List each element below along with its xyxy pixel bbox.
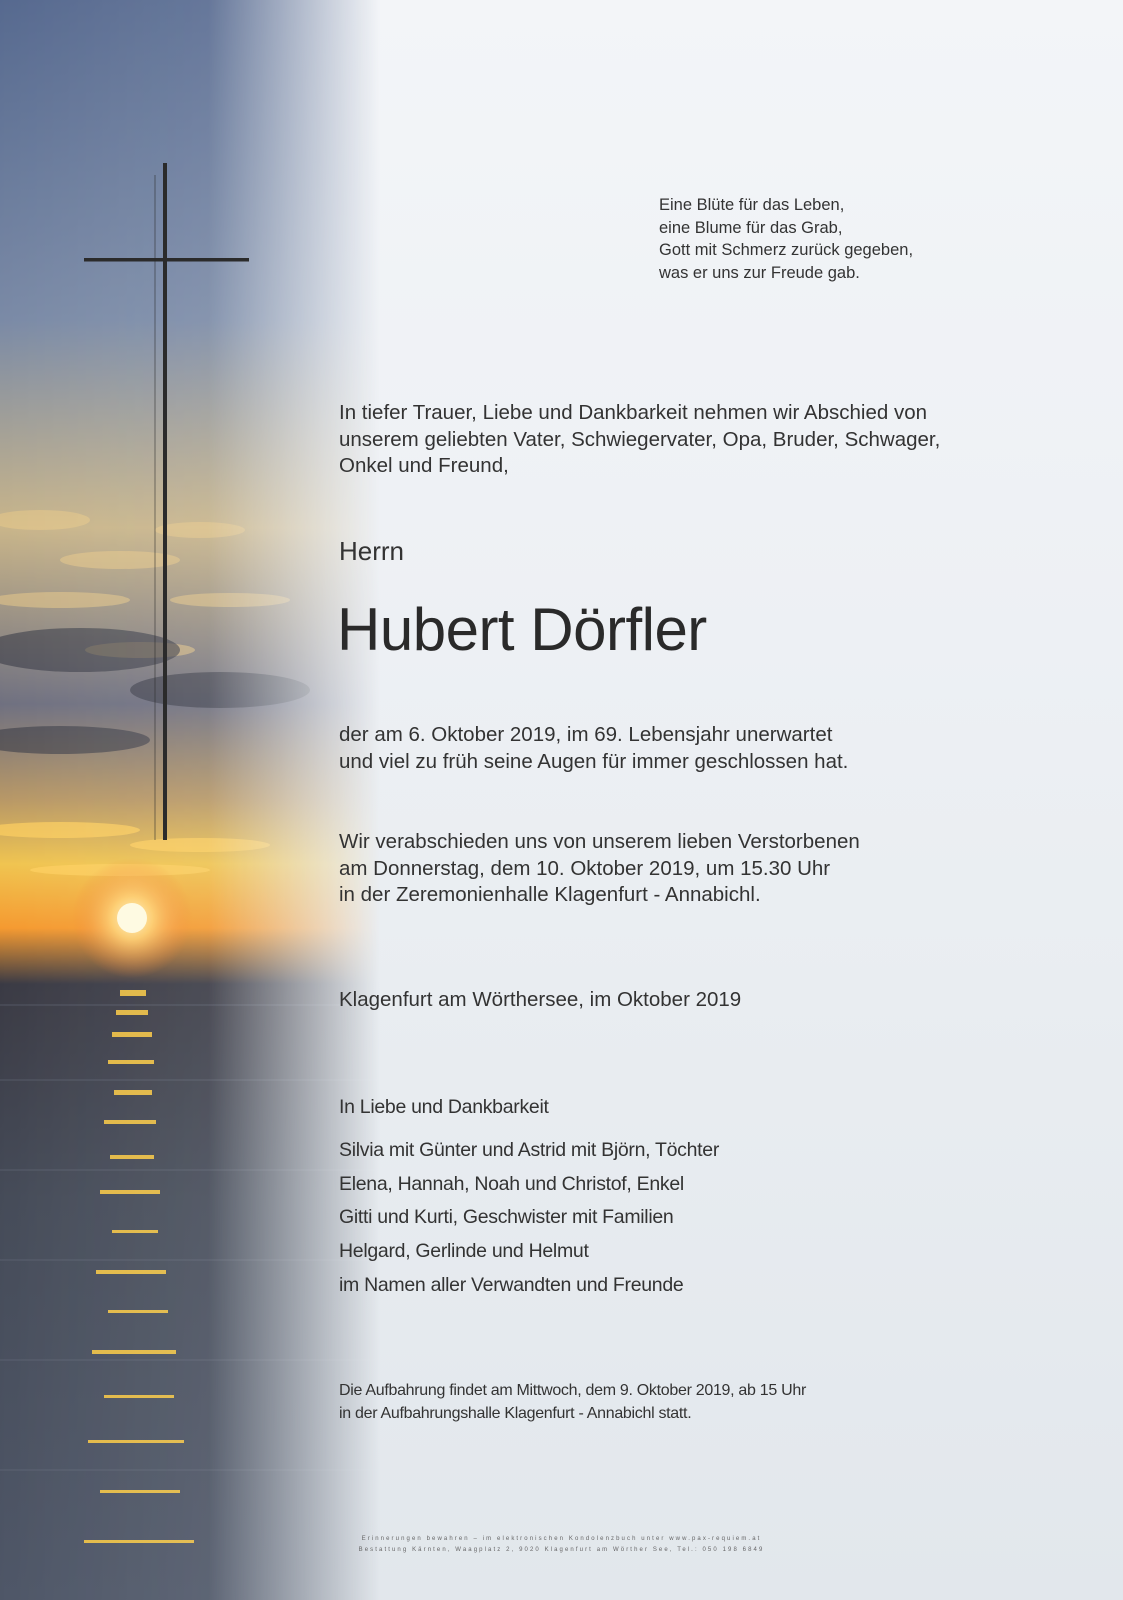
poem-line: eine Blume für das Grab, bbox=[659, 218, 843, 237]
death-notice bbox=[339, 722, 848, 775]
footer-line: Erinnerungen bewahren – im elektronischen Kondolenzbuch unter www.pax-requiem.at bbox=[361, 1536, 762, 1542]
mourners-intro: In Liebe und Dankbarkeit bbox=[339, 1096, 549, 1118]
mourner-line: Gitti und Kurti, Geschwister mit Familien bbox=[339, 1206, 674, 1228]
intro-line: In tiefer Trauer, Liebe und Dankbarkeit nehmen wir Abschied von bbox=[339, 401, 928, 424]
viewing-line: in der Aufbahrungshalle Klagenfurt - Annabichl statt. bbox=[339, 1404, 692, 1422]
intro-line: Onkel und Freund, bbox=[339, 454, 509, 477]
farewell-line: in der Zeremonienhalle Klagenfurt - Annabichl. bbox=[339, 883, 761, 906]
poem-line: Gott mit Schmerz zurück gegeben, bbox=[659, 241, 914, 259]
farewell-details bbox=[339, 829, 860, 909]
footer-line: Bestattung Kärnten, Waagplatz 2, 9020 Klagenfurt am Wörther See, Tel.: 050 198 6849 bbox=[358, 1547, 765, 1553]
mourner-line: Silvia mit Günter und Astrid mit Björn, Töchter bbox=[339, 1139, 720, 1161]
mourners-list bbox=[339, 1134, 719, 1268]
farewell-line: Wir verabschieden uns von unserem lieben Verstorbenen bbox=[339, 830, 860, 853]
poem bbox=[659, 194, 913, 284]
death-notice-line: der am 6. Oktober 2019, im 69. Lebensjahr unerwartet bbox=[339, 723, 833, 746]
viewing-line: Die Aufbahrung findet am Mittwoch, dem 9. Oktober 2019, ab 15 Uhr bbox=[339, 1382, 806, 1399]
intro-line: unserem geliebten Vater, Schwiegervater, Opa, Bruder, Schwager, bbox=[339, 427, 941, 451]
deceased-name: Hubert Dörfler bbox=[337, 596, 707, 663]
intro-paragraph bbox=[339, 400, 940, 480]
footer bbox=[0, 1534, 1123, 1556]
poem-line: was er uns zur Freude gab. bbox=[659, 263, 860, 282]
mourner-line: Elena, Hannah, Noah und Christof, Enkel bbox=[339, 1172, 684, 1195]
farewell-line: am Donnerstag, dem 10. Oktober 2019, um 15.30 Uhr bbox=[339, 856, 831, 880]
place-date: Klagenfurt am Wörthersee, im Oktober 2019 bbox=[339, 988, 742, 1011]
poem-line: Eine Blüte für das Leben, bbox=[659, 196, 845, 214]
death-notice-line: und viel zu früh seine Augen für immer geschlossen hat. bbox=[339, 749, 849, 773]
salutation: Herrn bbox=[339, 536, 405, 566]
mourners-closing: im Namen aller Verwandten und Freunde bbox=[339, 1274, 684, 1296]
viewing-notice bbox=[339, 1380, 806, 1425]
mourner-line: Helgard, Gerlinde und Helmut bbox=[339, 1239, 589, 1262]
